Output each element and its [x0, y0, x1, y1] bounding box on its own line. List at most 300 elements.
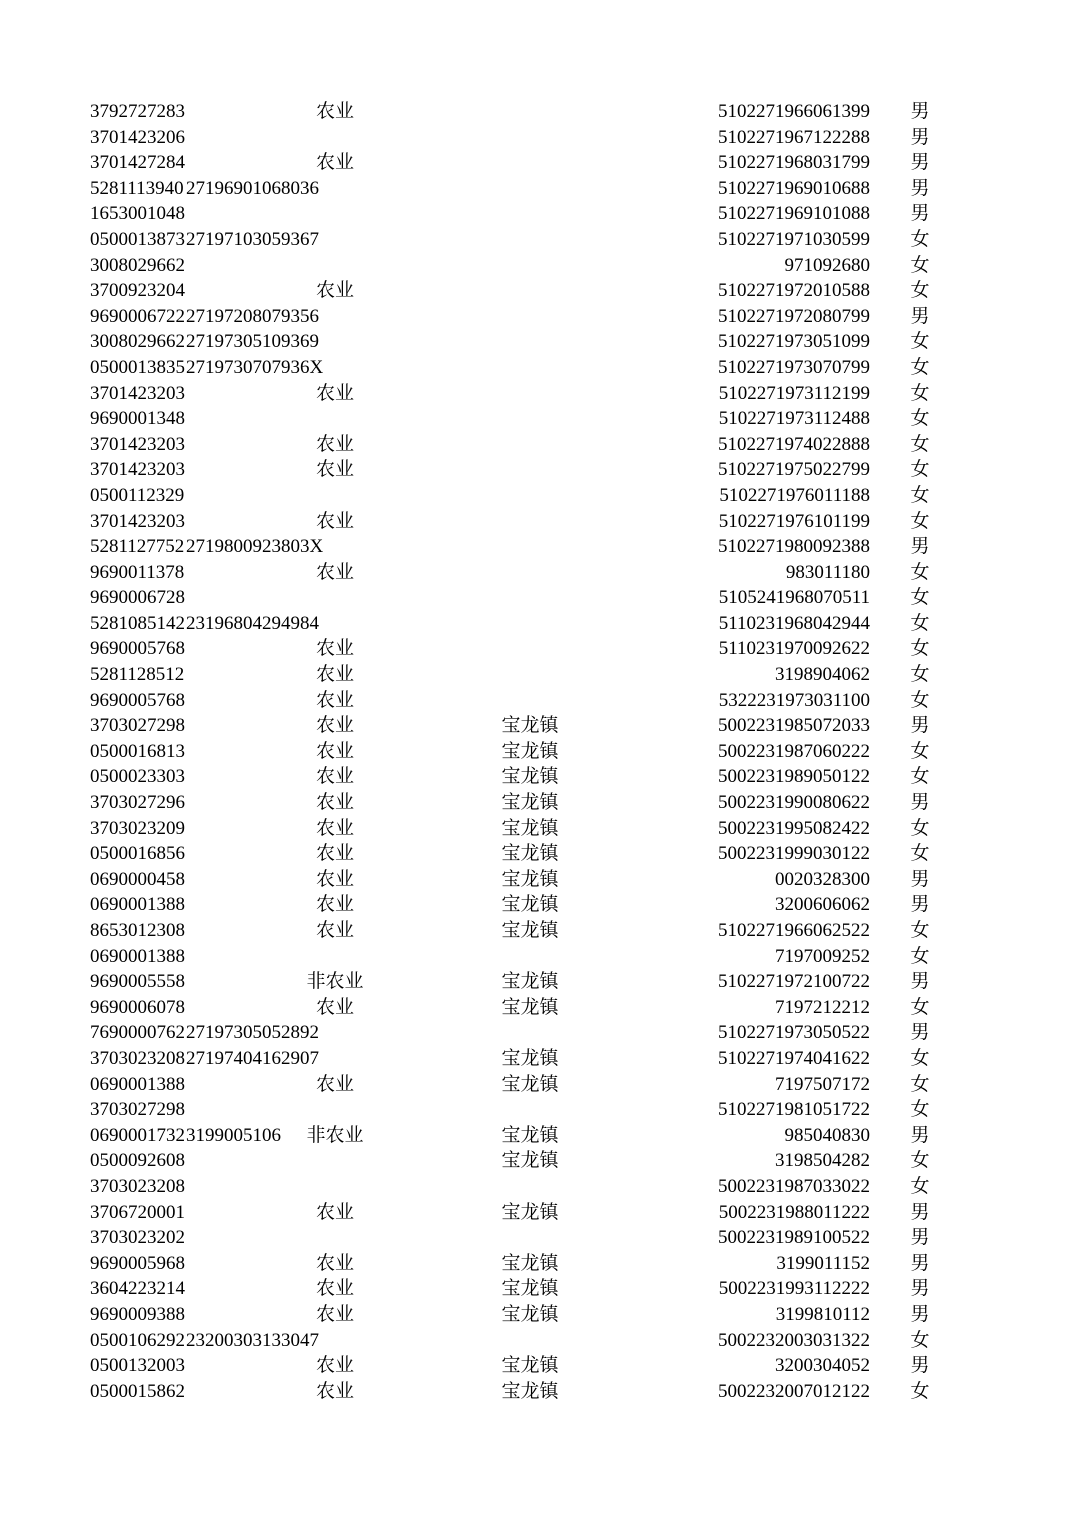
- cell-id-number-value: 5002231999030122: [718, 843, 870, 865]
- cell-town: 宝龙镇: [501, 740, 559, 762]
- cell-id-number-value: 0020328300: [775, 868, 870, 890]
- cell-id-number-value: 5102271975022799: [718, 459, 870, 481]
- cell-id-number: [600, 483, 870, 509]
- cell-id-number: [600, 1046, 870, 1072]
- cell-town: [495, 1174, 565, 1200]
- table-row: [0, 688, 1075, 714]
- cell-id-number-value: 5002231988011222: [718, 1201, 870, 1223]
- cell-gender: 女: [910, 612, 930, 634]
- table-row: [0, 1123, 1075, 1149]
- cell-household-type: 农业: [315, 715, 354, 737]
- cell-gender: 男: [910, 1124, 930, 1146]
- cell-household-type: [300, 1225, 370, 1251]
- cell-town: [495, 432, 565, 458]
- cell-household-type: 农业: [315, 1380, 354, 1402]
- cell-id-value: 5281113940: [90, 177, 184, 199]
- cell-household-type: 非农业: [306, 1124, 364, 1146]
- cell-gender: 女: [910, 228, 930, 250]
- cell-id-number: [600, 278, 870, 304]
- cell-id-number: [600, 457, 870, 483]
- cell-id-value: 0500092608: [90, 1150, 185, 1172]
- table-row: [0, 176, 1075, 202]
- cell-town: [495, 688, 565, 714]
- table-row: [0, 1097, 1075, 1123]
- cell-id-number: [600, 1225, 870, 1251]
- cell-gender: 女: [910, 331, 930, 353]
- cell-town: [495, 278, 565, 304]
- cell-town: 宝龙镇: [501, 971, 559, 993]
- cell-id-number: [600, 355, 870, 381]
- cell-household-type: 农业: [315, 792, 354, 814]
- cell-id-value: 3604223214: [90, 1278, 185, 1300]
- cell-town: [495, 662, 565, 688]
- cell-id-value: 3703027298: [90, 715, 185, 737]
- cell-id-number-value: 3199011152: [776, 1252, 870, 1274]
- cell-gender: 女: [910, 280, 930, 302]
- cell-id-value: 0690001388: [90, 1073, 185, 1095]
- cell-town: [495, 611, 565, 637]
- cell-id-number: [600, 611, 870, 637]
- cell-id-number: [600, 944, 870, 970]
- cell-id-number: [600, 841, 870, 867]
- cell-gender: 女: [910, 1175, 930, 1197]
- cell-household-type: [300, 944, 370, 970]
- table-row: [0, 150, 1075, 176]
- table-row: [0, 509, 1075, 535]
- cell-id-number: [600, 534, 870, 560]
- cell-id-number: [600, 150, 870, 176]
- cell-gender: 女: [910, 817, 930, 839]
- cell-town: [495, 381, 565, 407]
- cell-gender: 女: [910, 664, 930, 686]
- cell-gender: 男: [910, 894, 930, 916]
- cell-town: 宝龙镇: [501, 894, 559, 916]
- cell-town: 宝龙镇: [501, 817, 559, 839]
- cell-town: [495, 509, 565, 535]
- cell-id-value: 8653012308: [90, 920, 185, 941]
- table-row: [0, 1046, 1075, 1072]
- table-row: [0, 1072, 1075, 1098]
- cell-gender: 女: [910, 638, 930, 660]
- cell-household-type: 农业: [315, 382, 354, 404]
- cell-town: 宝龙镇: [501, 1303, 559, 1325]
- table-row: [0, 406, 1075, 432]
- cell-town: [495, 355, 565, 381]
- table-row: [0, 1302, 1075, 1328]
- cell-id-number-value: 5102271972010588: [718, 280, 870, 302]
- cell-id-number: [600, 99, 870, 125]
- table-row: [0, 304, 1075, 330]
- cell-id-value: 3008029662: [90, 331, 185, 353]
- cell-household-type: [300, 227, 370, 253]
- cell-id-number-value: 7197212212: [775, 996, 870, 1018]
- cell-id-value: 9690005968: [90, 1252, 185, 1274]
- cell-id-overflow: 27197305052892: [186, 1022, 319, 1044]
- cell-gender: 女: [910, 1047, 930, 1069]
- cell-household-type: 农业: [315, 920, 354, 941]
- cell-id-number-value: 5102271976101199: [718, 510, 870, 532]
- table-row: [0, 1225, 1075, 1251]
- cell-id-number: [600, 1174, 870, 1200]
- cell-gender: 男: [910, 152, 930, 174]
- cell-town: [495, 176, 565, 202]
- cell-town: 宝龙镇: [501, 1380, 559, 1402]
- cell-town: [495, 150, 565, 176]
- cell-id-number: [600, 1148, 870, 1174]
- cell-id-value: 9690011378: [90, 561, 185, 583]
- cell-id-value: 0500015862: [90, 1380, 185, 1402]
- cell-id-number-value: 5102271973070799: [718, 356, 870, 378]
- cell-id-value: 0690001732: [90, 1124, 185, 1146]
- table-row: [0, 636, 1075, 662]
- cell-household-type: [300, 1328, 370, 1354]
- cell-id-number: [600, 176, 870, 202]
- table-row: [0, 995, 1075, 1021]
- cell-id-number-value: 7197507172: [775, 1073, 870, 1095]
- cell-id-value: 0500013873: [90, 228, 185, 250]
- cell-gender: 女: [910, 510, 930, 532]
- cell-household-type: [300, 534, 370, 560]
- table-row: [0, 1353, 1075, 1379]
- cell-id-number-value: 5002231987060222: [718, 740, 870, 762]
- table-row: [0, 1251, 1075, 1277]
- cell-household-type: [300, 483, 370, 509]
- cell-id-value: 7690000762: [90, 1022, 185, 1044]
- cell-gender: 女: [910, 484, 930, 506]
- cell-id-value: 0500023303: [90, 766, 185, 788]
- cell-id-number-value: 5102271972080799: [718, 305, 870, 327]
- cell-id-value: 3701423203: [90, 459, 185, 481]
- cell-id-number-value: 985040830: [784, 1124, 870, 1146]
- cell-id-value: 9690005558: [90, 971, 185, 993]
- cell-household-type: [300, 329, 370, 355]
- cell-household-type: 农业: [315, 101, 354, 122]
- table-row: [0, 969, 1075, 995]
- cell-id-number: [600, 253, 870, 279]
- table-row: [0, 278, 1075, 304]
- cell-gender: 男: [910, 203, 930, 225]
- cell-id-value: 0500106292: [90, 1329, 185, 1351]
- cell-household-type: [300, 1046, 370, 1072]
- cell-gender: 男: [910, 1355, 930, 1377]
- table-row: [0, 534, 1075, 560]
- cell-town: [495, 329, 565, 355]
- cell-town: [495, 201, 565, 227]
- cell-id-number: [600, 406, 870, 432]
- table-row: [0, 355, 1075, 381]
- cell-gender: 女: [910, 740, 930, 762]
- cell-id-value: 3706720001: [90, 1201, 185, 1223]
- cell-town: 宝龙镇: [501, 766, 559, 788]
- cell-id-number: [600, 1379, 870, 1405]
- cell-gender: 女: [910, 689, 930, 711]
- cell-town: 宝龙镇: [501, 920, 559, 941]
- cell-id-number-value: 7197009252: [775, 945, 870, 967]
- cell-id-number-value: 5102271972100722: [718, 971, 870, 993]
- cell-household-type: [300, 1097, 370, 1123]
- table-row: [0, 227, 1075, 253]
- cell-id-number-value: 3198904062: [775, 664, 870, 686]
- cell-id-number-value: 3199810112: [775, 1303, 870, 1325]
- cell-household-type: 农业: [315, 638, 354, 660]
- cell-household-type: [300, 304, 370, 330]
- cell-household-type: 农业: [315, 664, 354, 686]
- cell-gender: 男: [910, 792, 930, 814]
- cell-id-number-value: 983011180: [785, 561, 870, 583]
- cell-id-value: 1653001048: [90, 203, 185, 225]
- cell-id-value: 3701423203: [90, 382, 185, 404]
- cell-gender: 男: [910, 101, 930, 122]
- cell-id-number-value: 5102271980092388: [718, 536, 870, 558]
- cell-town: 宝龙镇: [501, 843, 559, 865]
- table-row: [0, 816, 1075, 842]
- cell-id-number-value: 5002232003031322: [718, 1329, 870, 1351]
- cell-gender: 女: [910, 561, 930, 583]
- cell-id-value: 3701423203: [90, 433, 185, 455]
- cell-town: 宝龙镇: [501, 792, 559, 814]
- cell-id-number-value: 3200304052: [775, 1355, 870, 1377]
- table-row: [0, 1020, 1075, 1046]
- cell-id-number-value: 5002231995082422: [718, 817, 870, 839]
- table-row: [0, 381, 1075, 407]
- cell-id-number: [600, 560, 870, 586]
- table-row: [0, 1276, 1075, 1302]
- cell-town: 宝龙镇: [501, 1252, 559, 1274]
- cell-id-overflow: 27197103059367: [186, 228, 319, 250]
- cell-household-type: [300, 355, 370, 381]
- cell-household-type: 农业: [315, 740, 354, 762]
- cell-id-value: 0500132003: [90, 1355, 185, 1377]
- table-row: [0, 892, 1075, 918]
- cell-household-type: 非农业: [306, 971, 364, 993]
- cell-town: [495, 944, 565, 970]
- cell-town: [495, 585, 565, 611]
- cell-gender: 男: [910, 1252, 930, 1274]
- cell-household-type: [300, 585, 370, 611]
- cell-id-value: 5281128512: [90, 664, 185, 686]
- cell-id-value: 9690005768: [90, 638, 185, 660]
- cell-town: 宝龙镇: [501, 996, 559, 1018]
- cell-gender: 女: [910, 459, 930, 481]
- cell-town: 宝龙镇: [501, 1201, 559, 1223]
- table-row: [0, 713, 1075, 739]
- table-row: [0, 125, 1075, 151]
- cell-id-number: [600, 816, 870, 842]
- cell-id-number: [600, 969, 870, 995]
- cell-town: [495, 457, 565, 483]
- cell-id-number: [600, 432, 870, 458]
- table-row: [0, 790, 1075, 816]
- cell-id-number: [600, 764, 870, 790]
- cell-id-value: 3701427284: [90, 152, 185, 174]
- cell-id-number-value: 5110231968042944: [718, 612, 870, 634]
- cell-town: [495, 483, 565, 509]
- cell-gender: 女: [910, 1329, 930, 1351]
- cell-town: [495, 125, 565, 151]
- cell-id-value: 3792727283: [90, 101, 185, 122]
- cell-id-number: [600, 227, 870, 253]
- cell-household-type: 农业: [315, 996, 354, 1018]
- cell-household-type: 农业: [315, 152, 354, 174]
- cell-household-type: 农业: [315, 1303, 354, 1325]
- cell-id-value: 0500016813: [90, 740, 185, 762]
- cell-id-value: 3703027298: [90, 1099, 185, 1121]
- cell-id-number-value: 5102271968031799: [718, 152, 870, 174]
- cell-gender: 女: [910, 382, 930, 404]
- cell-gender: 男: [910, 177, 930, 199]
- cell-gender: 男: [910, 1278, 930, 1300]
- table-row: [0, 1328, 1075, 1354]
- cell-id-number: [600, 125, 870, 151]
- cell-town: 宝龙镇: [501, 715, 559, 737]
- cell-household-type: [300, 611, 370, 637]
- cell-id-number: [600, 329, 870, 355]
- cell-id-number-value: 5102271974022888: [718, 433, 870, 455]
- cell-id-value: 5281127752: [90, 536, 185, 558]
- cell-id-number-value: 5102271971030599: [718, 228, 870, 250]
- cell-id-number-value: 971092680: [784, 254, 870, 276]
- cell-id-number: [600, 509, 870, 535]
- cell-household-type: 农业: [315, 1278, 354, 1300]
- table-row: [0, 1200, 1075, 1226]
- cell-id-number-value: 5102271976011188: [719, 484, 870, 506]
- cell-household-type: [300, 176, 370, 202]
- table-row: [0, 585, 1075, 611]
- cell-gender: 女: [910, 945, 930, 967]
- spreadsheet-grid: [0, 99, 1075, 1404]
- table-row: [0, 99, 1075, 125]
- cell-id-value: 3703023208: [90, 1175, 185, 1197]
- cell-town: [495, 1225, 565, 1251]
- table-row: [0, 662, 1075, 688]
- cell-household-type: [300, 406, 370, 432]
- cell-household-type: 农业: [315, 433, 354, 455]
- table-row: [0, 611, 1075, 637]
- cell-id-number-value: 5102271966061399: [718, 101, 870, 122]
- cell-household-type: 农业: [315, 1355, 354, 1377]
- cell-id-number-value: 5102271967122288: [718, 126, 870, 148]
- cell-household-type: 农业: [315, 459, 354, 481]
- cell-town: [495, 560, 565, 586]
- cell-gender: 女: [910, 356, 930, 378]
- cell-town: [495, 406, 565, 432]
- cell-gender: 女: [910, 920, 930, 941]
- cell-gender: 男: [910, 1201, 930, 1223]
- cell-id-number-value: 5102271973050522: [718, 1022, 870, 1044]
- cell-id-number-value: 5002231989050122: [718, 766, 870, 788]
- cell-gender: 男: [910, 715, 930, 737]
- cell-id-overflow: 2719730707936X: [186, 356, 324, 378]
- cell-id-number: [600, 1072, 870, 1098]
- cell-gender: 女: [910, 1150, 930, 1172]
- cell-id-overflow: 27197404162907: [186, 1047, 319, 1069]
- cell-id-value: 5281085142: [90, 612, 185, 634]
- cell-gender: 男: [910, 305, 930, 327]
- cell-id-number: [600, 867, 870, 893]
- cell-id-number-value: 5102271973112199: [718, 382, 870, 404]
- cell-id-number-value: 5002231985072033: [718, 715, 870, 737]
- cell-household-type: [300, 253, 370, 279]
- cell-id-overflow: 27197208079356: [186, 305, 319, 327]
- cell-id-number: [600, 1097, 870, 1123]
- cell-gender: 女: [910, 996, 930, 1018]
- cell-town: 宝龙镇: [501, 868, 559, 890]
- cell-household-type: 农业: [315, 766, 354, 788]
- table-row: [0, 764, 1075, 790]
- cell-id-value: 3701423203: [90, 510, 185, 532]
- table-row: [0, 201, 1075, 227]
- cell-id-value: 3701423206: [90, 126, 185, 148]
- cell-id-value: 9690006728: [90, 587, 185, 609]
- cell-town: 宝龙镇: [501, 1073, 559, 1095]
- cell-id-number: [600, 892, 870, 918]
- cell-id-value: 0500016856: [90, 843, 185, 865]
- cell-household-type: 农业: [315, 1201, 354, 1223]
- cell-id-number-value: 5002231990080622: [718, 792, 870, 814]
- cell-gender: 女: [910, 1073, 930, 1095]
- cell-household-type: 农业: [315, 868, 354, 890]
- cell-town: [495, 227, 565, 253]
- cell-gender: 男: [910, 1227, 930, 1249]
- table-row: [0, 457, 1075, 483]
- cell-gender: 女: [910, 1099, 930, 1121]
- cell-id-number-value: 5102271973051099: [718, 331, 870, 353]
- cell-id-number: [600, 995, 870, 1021]
- cell-id-number-value: 5102271969010688: [718, 177, 870, 199]
- cell-id-number: [600, 739, 870, 765]
- cell-id-value: 3703023202: [90, 1227, 185, 1249]
- cell-town: [495, 253, 565, 279]
- cell-id-number: [600, 585, 870, 611]
- cell-id-value: 3703027296: [90, 792, 185, 814]
- cell-id-number: [600, 1353, 870, 1379]
- cell-town: 宝龙镇: [501, 1150, 559, 1172]
- table-row: [0, 841, 1075, 867]
- cell-id-number-value: 5110231970092622: [718, 638, 870, 660]
- cell-id-number-value: 5102271973112488: [718, 408, 870, 430]
- cell-id-number-value: 5002231989100522: [718, 1227, 870, 1249]
- cell-id-value: 0690001388: [90, 894, 185, 916]
- cell-id-number-value: 5105241968070511: [718, 587, 870, 609]
- cell-id-number-value: 5102271966062522: [718, 920, 870, 941]
- cell-id-number-value: 5002231993112222: [718, 1278, 870, 1300]
- cell-town: 宝龙镇: [501, 1278, 559, 1300]
- cell-gender: 女: [910, 587, 930, 609]
- table-row: [0, 1148, 1075, 1174]
- table-row: [0, 739, 1075, 765]
- cell-id-number: [600, 1020, 870, 1046]
- cell-id-overflow: 2719800923803X: [186, 536, 324, 558]
- cell-town: 宝龙镇: [501, 1355, 559, 1377]
- cell-id-overflow: 23196804294984: [186, 612, 319, 634]
- cell-id-number-value: 5102271969101088: [718, 203, 870, 225]
- cell-household-type: 农业: [315, 894, 354, 916]
- cell-town: [495, 534, 565, 560]
- cell-gender: 女: [910, 254, 930, 276]
- cell-household-type: 农业: [315, 1073, 354, 1095]
- cell-id-number: [600, 304, 870, 330]
- cell-town: [495, 99, 565, 125]
- cell-household-type: [300, 125, 370, 151]
- cell-id-number-value: 3200606062: [775, 894, 870, 916]
- table-row: [0, 1379, 1075, 1405]
- cell-town: [495, 1097, 565, 1123]
- cell-id-number: [600, 1302, 870, 1328]
- cell-gender: 男: [910, 1303, 930, 1325]
- cell-household-type: 农业: [315, 510, 354, 532]
- cell-id-number: [600, 1123, 870, 1149]
- cell-id-number: [600, 381, 870, 407]
